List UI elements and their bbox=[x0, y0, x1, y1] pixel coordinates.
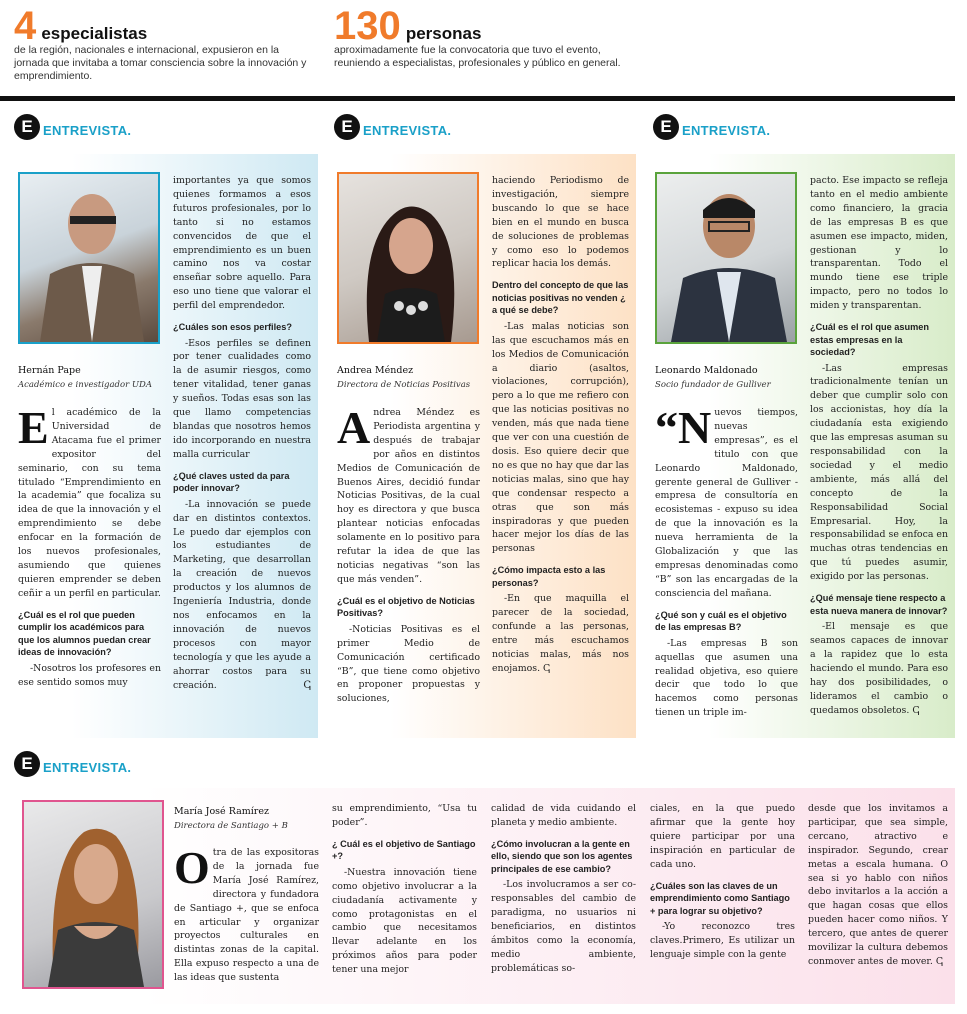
question: ¿Qué claves usted da para poder innovar? bbox=[173, 470, 290, 494]
section-heading bbox=[334, 114, 451, 140]
answer-continued: haciendo Periodismo de investigación, siempre buscando lo que se hace bien en el mundo en busca de soluciones de problemas y como eso lo podemos replicar hacia los demás. bbox=[492, 175, 629, 270]
interviewee-role: Socio fundador de Gulliver bbox=[655, 380, 771, 390]
portrait-photo bbox=[18, 172, 160, 344]
answer-text: -En que maquilla el parecer de la sociedad, confunde a las personas, entre más escuchamos noticias malas, más nos enojamos. bbox=[492, 593, 629, 674]
answer-text: desde que los invitamos a participar, que sea simple, cercano, atractivo e inspirador. Segundo, crear metas a escala humana. O sea si yo hablo con niños debo invitarlos a la acción a que hagan cosas que ellos pueden hacer como niños. Y tercero, que antes de querer movilizar la cultura debemos conmover antes de mover. bbox=[808, 803, 948, 967]
interview-panel-pape bbox=[10, 154, 318, 738]
answer: -Esos perfiles se definen por tener cualidades como la de asumir riesgos, como tener vitalidad, tener ganas y sueños. Todas esas son las que llamo competencias blandas que nosotros hemos ido incorporando en nuestra malla curricular bbox=[173, 337, 311, 460]
question: ¿ Cuál es el objetivo de Santiago +? bbox=[332, 838, 476, 862]
text-column-2 bbox=[492, 174, 629, 684]
answer-continued: ciales, en la que puedo afirmar que la gente hoy quiere participar por una inspiración en particular de cada uno. bbox=[650, 803, 795, 870]
answer: -Yo reconozco tres claves.Primero, Es utilizar un lenguaje simple con la gente bbox=[650, 921, 795, 960]
section-heading bbox=[14, 114, 131, 140]
answer-text: -La innovación se puede dar en distintos contextos. Le puedo dar ejemplos con los estudiantes de Marketing, que desarrollan la creación de nuevos productos y los alumnos de Ingeniería Industria, donde nos enfocamos en la innovación de nuevos procesos con mayor tecnología y que les ayude a ahorrar costos para su creación. bbox=[173, 498, 311, 691]
stat-label: especialistas bbox=[41, 24, 148, 43]
answer-continued: su emprendimiento, “Usa tu poder”. bbox=[332, 803, 477, 828]
stat-especialistas bbox=[14, 6, 147, 46]
portrait-photo bbox=[22, 800, 164, 989]
person-silhouette-icon bbox=[657, 174, 795, 342]
header-divider bbox=[0, 96, 955, 101]
drop-cap: E bbox=[18, 402, 49, 453]
lead-paragraph: ndrea Méndez es Periodista argentina y después de trabajar por años en distintos Medios de Comunicación de Buenos Aires, decidió fundar Noticias Positivas, de la cual hoy es directora y que busca plantear noticias enfocadas solamente en lo positivo para refutar la idea de que las noticias negativas “son las que más venden”. bbox=[337, 407, 480, 585]
section-heading bbox=[14, 751, 131, 777]
end-mark-icon: ↅ bbox=[303, 679, 311, 691]
end-mark-icon: ↅ bbox=[543, 662, 551, 674]
e-badge-icon: E bbox=[653, 114, 679, 140]
end-mark-icon: ↅ bbox=[912, 704, 920, 716]
text-column-2 bbox=[173, 174, 311, 700]
answer: -Las empresas B son aquellas que asumen una realidad objetiva, eso quiere decir que todo lo que hacemos como personas tienen un triple im- bbox=[655, 637, 798, 719]
interviewee-name: Andrea Méndez bbox=[337, 365, 414, 376]
lead-paragraph: l académico de la Universidad de Atacama fue el primer expositor del seminario, con su tema titulado “Emprendimiento en la academia” que focaliza su idea de que la innovación y el emprendimiento se debe enfocar en la formación de los nuevos profesionales, asumiendo que quienes quieren emprender se deben ceñir a un perfil en particular. bbox=[18, 407, 161, 599]
drop-cap: “N bbox=[655, 402, 712, 453]
interviewee-name: María José Ramírez bbox=[174, 806, 269, 817]
stat-description: aproximadamente fue la convocatoria que tuvo el evento, reuniendo a especialistas, profesionales y público en general. bbox=[334, 44, 621, 69]
section-title: ENTREVISTA. bbox=[363, 122, 452, 138]
interviewee-role: Directora de Santiago + B bbox=[174, 821, 288, 831]
question: ¿Cuál es el rol que pueden cumplir los académicos para que los alumnos puedan crear ideas de innovación? bbox=[18, 609, 151, 658]
question: ¿Qué son y cuál es el objetivo de las empresas B? bbox=[655, 609, 787, 633]
answer-continued: pacto. Ese impacto se refleja tanto en el medio ambiente como financiero, la gracia de las empresas B es que asumen ese impacto, miden, gestionan y lo transparentan. Todo el mundo tiene ese triple impacto, pero no todos lo miden y transparentan. bbox=[810, 175, 948, 312]
interviewee-role: Directora de Noticias Positivas bbox=[337, 380, 471, 390]
answer: -Noticias Positivas es el primer Medio de Comunicación certificado “B”, que tiene como objetivo en proponer propuestas y soluciones, bbox=[337, 623, 480, 705]
answer: -Las empresas tradicionalmente tenían un deber que cumplir solo con los accionistas, hoy día la ciudadanía esta exigiendo que las empresas asuman su responsabilidad con la sociedad y el medio ambiente, más allá del concepto de la Responsabilidad Social Empresarial. Hoy, la responsabilidad se enfoca en muchas otras tendencias en que tú puedes asumir, exigido por las personas. bbox=[810, 362, 948, 583]
stat-personas bbox=[334, 6, 481, 46]
text-column-1 bbox=[174, 842, 319, 993]
answer: -Nuestra innovación tiene como objetivo involucrar a la ciudadanía activamente y como protagonistas en el cambio que necesitamos llevar adelante en los próximos años para poder tener una mejor bbox=[332, 866, 477, 976]
text-column-1 bbox=[18, 402, 161, 698]
portrait-photo bbox=[337, 172, 479, 344]
person-silhouette-icon bbox=[20, 174, 158, 342]
answer bbox=[492, 592, 629, 675]
drop-cap: O bbox=[174, 842, 210, 893]
interview-panel-maldonado bbox=[647, 154, 955, 738]
question: ¿Cuál es el objetivo de Noticias Positivas? bbox=[337, 595, 475, 619]
text-column-1 bbox=[337, 402, 480, 714]
answer bbox=[810, 620, 948, 717]
text-column-1 bbox=[655, 402, 798, 728]
end-mark-icon: ↅ bbox=[935, 955, 944, 967]
e-badge-icon: E bbox=[14, 751, 40, 777]
person-silhouette-icon bbox=[339, 174, 477, 342]
stat-description: de la región, nacionales e internacional, expusieron en la jornada que invitaba a tomar consciencia sobre la innovación y emprendimiento. bbox=[14, 44, 307, 82]
drop-cap: A bbox=[337, 402, 371, 453]
interview-panel-mendez bbox=[329, 154, 636, 738]
portrait-photo bbox=[655, 172, 797, 344]
stat-number: 130 bbox=[334, 4, 401, 48]
text-column-2 bbox=[810, 174, 948, 725]
question: ¿Cómo impacta esto a las personas? bbox=[492, 565, 606, 588]
answer-continued: calidad de vida cuidando el planeta y medio ambiente. bbox=[491, 803, 636, 828]
lead-paragraph: uevos tiempos, nuevas empresas”, es el titulo con que Leonardo Maldonado, gerente general de Gulliver - empresa de consultoría en ecosistemas - expuso su idea de que la innovación es la nueva herramienta de la Globalización y que las empresas denominadas como “B” son las encargadas de la consciencia del mañana. bbox=[655, 407, 798, 599]
interviewee-name: Leonardo Maldonado bbox=[655, 365, 758, 376]
text-column-3 bbox=[491, 802, 636, 984]
question: Dentro del concepto de que las noticias positivas no venden ¿ a qué se debe? bbox=[492, 280, 629, 316]
lead-paragraph: tra de las expositoras de la jornada fue María José Ramírez, directora y fundadora de Santiago +, que se enfoca en articular y organizar proyectos culturales en distintas zonas de la capital. Ella expuso respecto a una de las ideas que sustenta bbox=[174, 847, 319, 984]
question: ¿Qué mensaje tiene respecto a esta nueva manera de innovar? bbox=[810, 593, 948, 616]
question: ¿Cuál es el rol que asumen estas empresas en la sociedad? bbox=[810, 322, 929, 358]
text-column-2 bbox=[332, 802, 477, 985]
answer-continued bbox=[808, 802, 948, 969]
text-column-5 bbox=[808, 802, 948, 977]
section-title: ENTREVISTA. bbox=[43, 759, 132, 775]
section-title: ENTREVISTA. bbox=[682, 122, 771, 138]
answer: -Los involucramos a ser co-responsables del cambio de paradigma, no usuarios ni beneficiarios, en distintos ámbitos como la economía, medio ambiente, problemáticas so- bbox=[491, 879, 636, 974]
person-silhouette-icon bbox=[24, 802, 162, 987]
text-column-4 bbox=[650, 802, 795, 970]
interviewee-name: Hernán Pape bbox=[18, 365, 81, 376]
stat-number: 4 bbox=[14, 4, 37, 48]
stat-label: personas bbox=[405, 24, 482, 43]
answer: -Las malas noticias son las que escuchamos más en los Medios de Comunicación a diario (asaltos, violaciones, corrupción), pero a lo que me refiero con que las noticias positivas no venden, más que nada tiene que ver con una cuestión de dosis. Eso quiere decir que no es que no hay que dar las noticias malas, sino que hay que condensar respecto a otras que son más inspiradoras y que pueden hacer mejor los días de las personas bbox=[492, 320, 629, 555]
question: ¿Cuáles son las claves de un emprendimiento como Santiago + para lograr su objetivo? bbox=[650, 880, 790, 916]
section-heading bbox=[653, 114, 770, 140]
section-title: ENTREVISTA. bbox=[43, 122, 132, 138]
e-badge-icon: E bbox=[14, 114, 40, 140]
e-badge-icon: E bbox=[334, 114, 360, 140]
question: ¿Cuáles son esos perfiles? bbox=[173, 322, 292, 333]
answer-continued: importantes ya que somos quienes formamos a esos futuros profesionales, por lo tanto si no estamos convencidos de que el emprendimiento es un buen camino nos va costar enseñar sobre aquello. Para eso uno tiene que valorar el perfil del emprendedor. bbox=[173, 175, 311, 312]
answer: -Nosotros los profesores en ese sentido somos muy bbox=[18, 662, 161, 688]
interviewee-role: Académico e investigador UDA bbox=[18, 380, 152, 390]
interview-panel-ramirez bbox=[10, 788, 955, 1004]
question: ¿Cómo involucran a la gente en ello, siendo que son los agentes principales de ese cambio? bbox=[491, 838, 633, 874]
answer-text: -El mensaje es que seamos capaces de innovar a la rapidez que lo esta haciendo el mundo. Para eso hay dos posibilidades, o lideramos el cambio o quedamos obsoletos. bbox=[810, 621, 948, 716]
answer bbox=[173, 498, 311, 693]
